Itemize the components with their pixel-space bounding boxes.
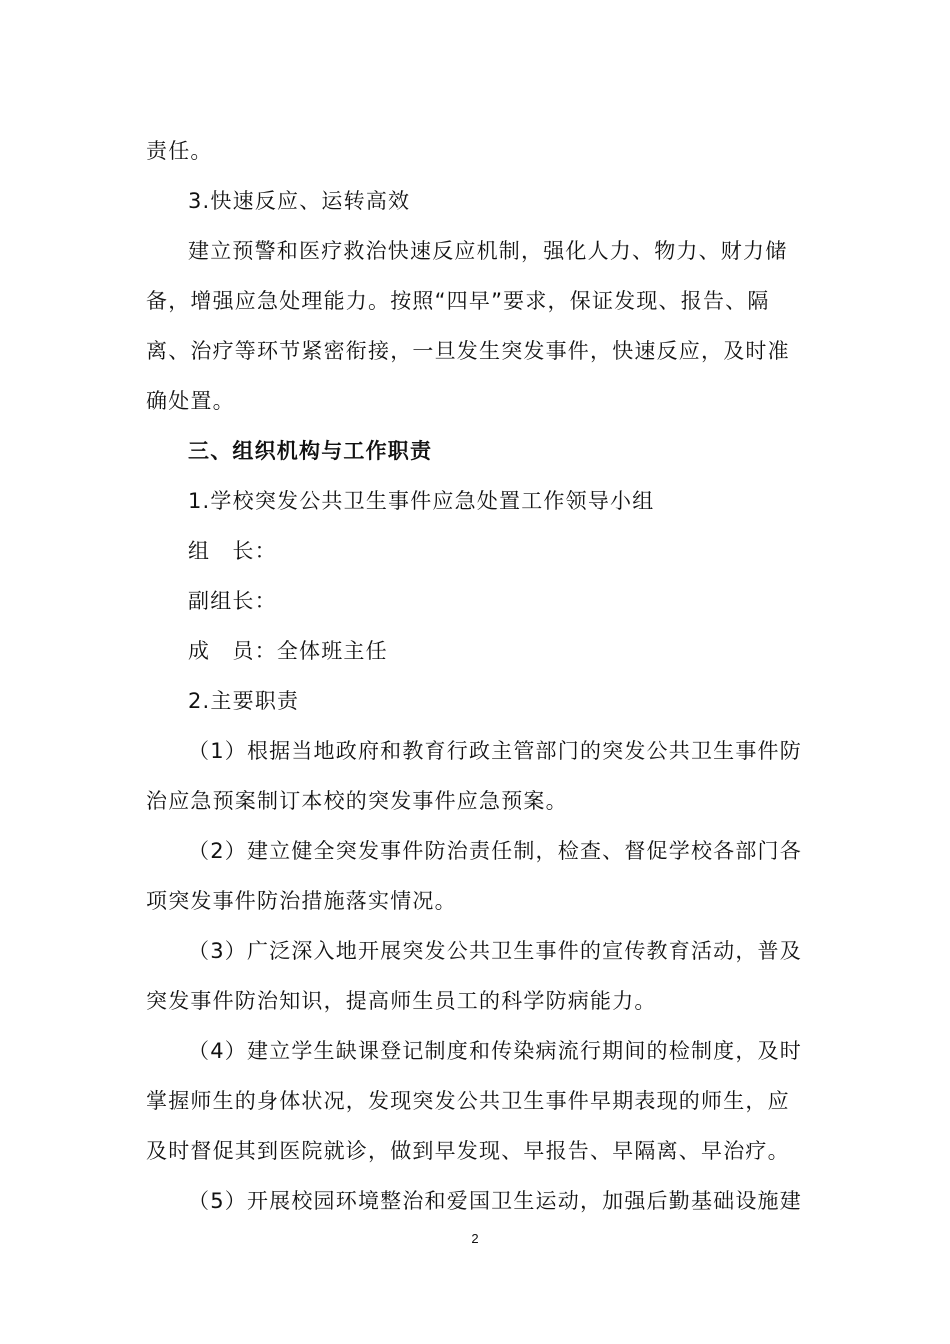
duty-line: （3）广泛深入地开展突发公共卫生事件的宣传教育活动，普及 xyxy=(188,939,802,963)
duty-line: 突发事件防治知识，提高师生员工的科学防病能力。 xyxy=(146,989,657,1013)
document-page xyxy=(146,126,810,1226)
duty-line: 项突发事件防治措施落实情况。 xyxy=(146,889,457,913)
paragraph-line: 备，增强应急处理能力。按照“四早”要求，保证发现、报告、隔 xyxy=(146,289,770,313)
duty-line: 及时督促其到医院就诊，做到早发现、早报告、早隔离、早治疗。 xyxy=(146,1139,790,1163)
duty-line: 治应急预案制订本校的突发事件应急预案。 xyxy=(146,789,568,813)
duty-line: （2）建立健全突发事件防治责任制，检查、督促学校各部门各 xyxy=(188,839,802,863)
leader-label: 组 长： xyxy=(188,539,277,563)
members-row xyxy=(146,626,810,676)
duty-line: （5）开展校园环境整治和爱国卫生运动，加强后勤基础设施建 xyxy=(188,1189,802,1213)
duty-line: （1）根据当地政府和教育行政主管部门的突发公共卫生事件防 xyxy=(188,739,802,763)
duty-line: 掌握师生的身体状况，发现突发公共卫生事件早期表现的师生，应 xyxy=(146,1089,790,1113)
section-subheading: 3.快速反应、运转高效 xyxy=(188,189,411,213)
paragraph-line: 责任。 xyxy=(146,139,213,163)
paragraph-line: 建立预警和医疗救治快速反应机制，强化人力、物力、财力储 xyxy=(188,239,788,263)
section-subheading: 2.主要职责 xyxy=(188,689,300,713)
page-number: 2 xyxy=(471,1231,479,1246)
paragraph-line: 离、治疗等环节紧密衔接，一旦发生突发事件，快速反应，及时准 xyxy=(146,339,790,363)
section-subheading: 1.学校突发公共卫生事件应急处置工作领导小组 xyxy=(188,489,655,513)
leader-row xyxy=(146,526,810,576)
members-value: 全体班主任 xyxy=(276,639,388,663)
duty-line: （4）建立学生缺课登记制度和传染病流行期间的检制度，及时 xyxy=(188,1039,802,1063)
deputy-label: 副组长： xyxy=(188,589,277,613)
deputy-row xyxy=(146,576,810,626)
section-heading: 三、组织机构与工作职责 xyxy=(188,439,433,463)
members-label: 成 员： xyxy=(188,639,277,663)
paragraph-line: 确处置。 xyxy=(146,389,235,413)
